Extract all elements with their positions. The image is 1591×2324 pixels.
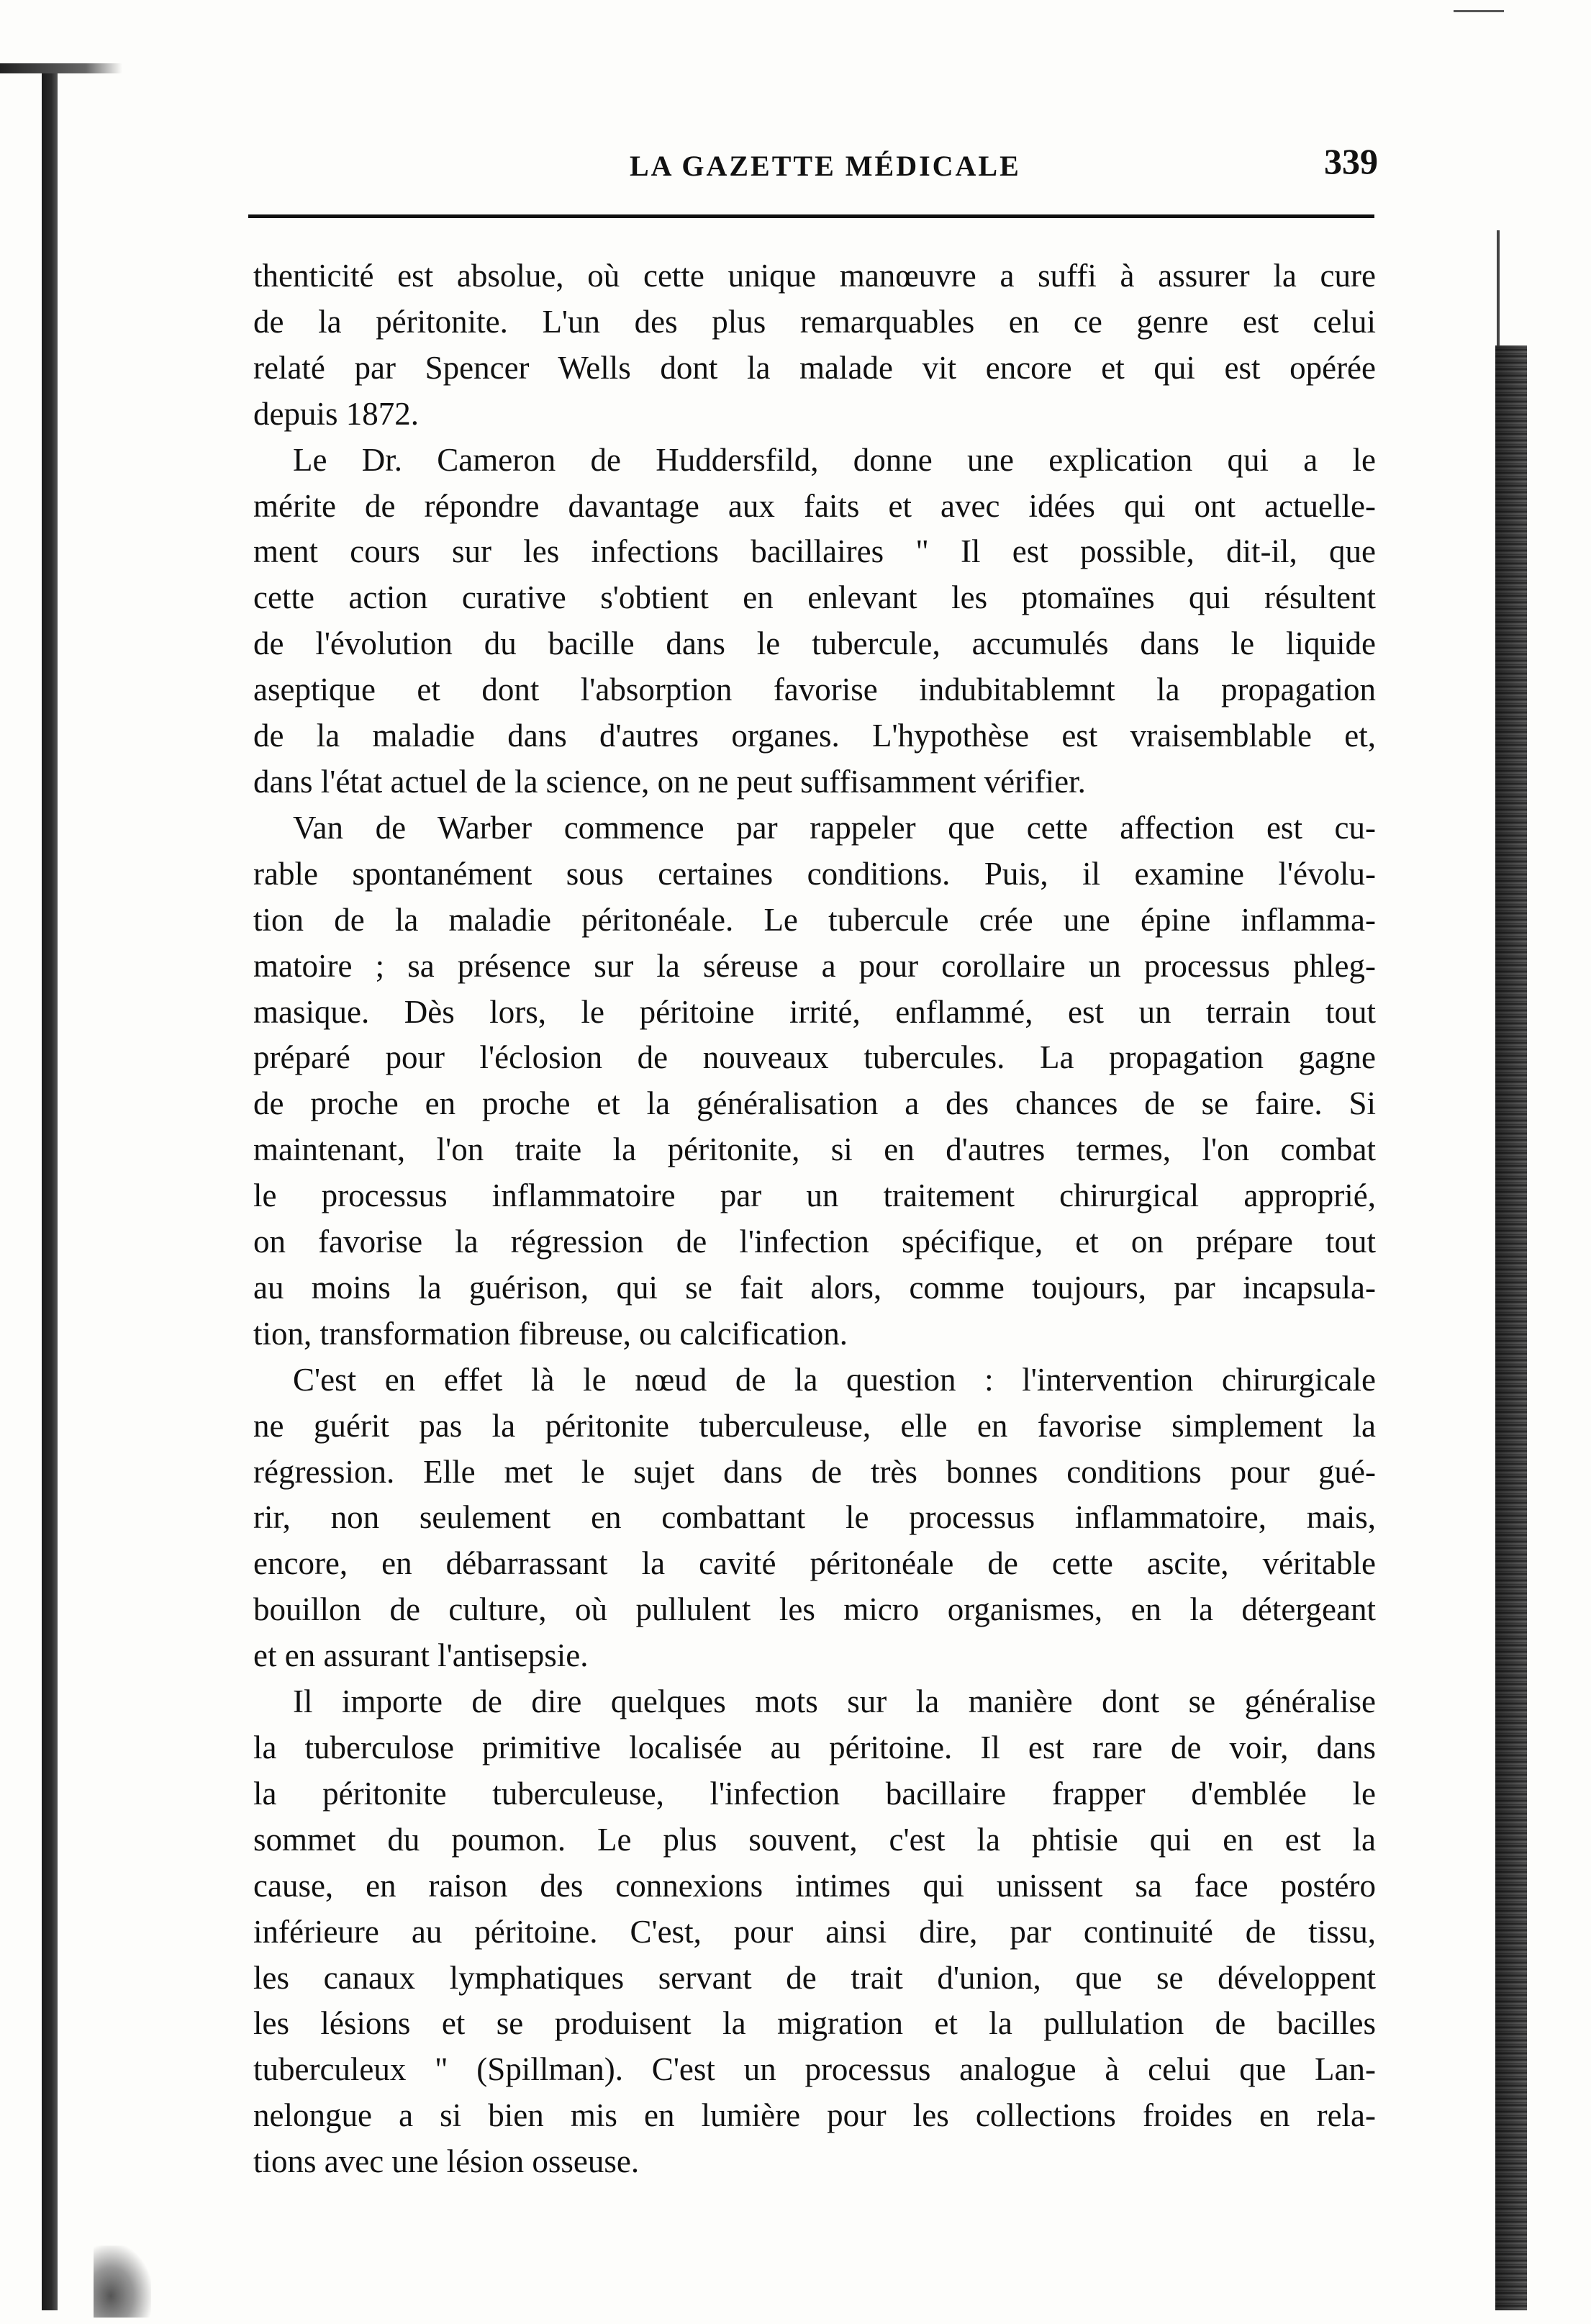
page-header — [255, 140, 1378, 184]
text-line: la péritonite tuberculeuse, l'infection bacillaire frapper d'emblée le — [253, 1775, 1376, 1812]
body-text — [253, 253, 1376, 2185]
text-line: rir, non seulement en combattant le processus inflammatoire, mais, — [253, 1499, 1376, 1536]
text-line: dans l'état actuel de la science, on ne peut suffisamment vérifier. — [253, 763, 1086, 800]
text-line: Il importe de dire quelques mots sur la manière dont se généralise — [293, 1683, 1376, 1720]
text-line: inférieure au péritoine. C'est, pour ainsi dire, par continuité de tissu, — [253, 1913, 1376, 1950]
text-line: de la maladie dans d'autres organes. L'hypothèse est vraisemblable et, — [253, 718, 1376, 754]
text-line: de proche en proche et la généralisation a des chances de se faire. Si — [253, 1085, 1376, 1122]
text-line: cause, en raison des connexions intimes qui unissent sa face postéro — [253, 1867, 1376, 1904]
scan-mark — [1454, 10, 1504, 12]
text-line: matoire ; sa présence sur la séreuse a pour corollaire un processus phleg- — [253, 947, 1376, 984]
page-edge-right — [1495, 345, 1527, 2310]
binding-shadow-bottom — [94, 2246, 151, 2318]
text-line: on favorise la régression de l'infection spécifique, et on prépare tout — [253, 1224, 1376, 1260]
text-line: aseptique et dont l'absorption favorise indubitablemnt la propagation — [253, 672, 1376, 708]
text-line: encore, en débarrassant la cavité péritonéale de cette ascite, véritable — [253, 1545, 1376, 1582]
text-line: maintenant, l'on traite la péritonite, si en d'autres termes, l'on combat — [253, 1131, 1376, 1168]
text-line: préparé pour l'éclosion de nouveaux tubercules. La propagation gagne — [253, 1039, 1376, 1076]
page-edge-line — [1497, 230, 1500, 353]
text-line: rable spontanément sous certaines conditions. Puis, il examine l'évolu- — [253, 855, 1376, 892]
page-number: 339 — [1324, 141, 1378, 181]
text-line: thenticité est absolue, où cette unique manœuvre a suffi à assurer la cure — [253, 258, 1376, 294]
text-line: au moins la guérison, qui se fait alors, comme toujours, par incapsula- — [253, 1269, 1376, 1306]
text-line: sommet du poumon. Le plus souvent, c'est la phtisie qui en est la — [253, 1821, 1376, 1858]
text-line: ment cours sur les infections bacillaires " Il est possible, dit-il, que — [253, 533, 1376, 570]
text-line: nelongue a si bien mis en lumière pour les collections froides en rela- — [253, 2097, 1376, 2134]
text-line: tion de la maladie péritonéale. Le tubercule crée une épine inflamma- — [253, 901, 1376, 938]
text-line: tions avec une lésion osseuse. — [253, 2143, 640, 2180]
text-line: relaté par Spencer Wells dont la malade vit encore et qui est opérée — [253, 349, 1376, 386]
text-line: C'est en effet là le nœud de la question : l'intervention chirurgicale — [293, 1361, 1376, 1398]
text-line: cette action curative s'obtient en enlevant les ptomaïnes qui résultent — [253, 579, 1376, 616]
text-line: masique. Dès lors, le péritoine irrité, enflammé, est un terrain tout — [253, 993, 1376, 1030]
text-line: Le Dr. Cameron de Huddersfild, donne une explication qui a le — [293, 441, 1376, 478]
running-head: LA GAZETTE MÉDICALE — [630, 150, 1021, 182]
text-line: de la péritonite. L'un des plus remarquables en ce genre est celui — [253, 303, 1376, 340]
text-line: la tuberculose primitive localisée au péritoine. Il est rare de voir, dans — [253, 1730, 1376, 1765]
text-line: le processus inflammatoire par un traitement chirurgical approprié, — [253, 1177, 1376, 1214]
text-line: tuberculeux " (Spillman). C'est un processus analogue à celui que Lan- — [253, 2051, 1376, 2088]
text-line: de l'évolution du bacille dans le tubercule, accumulés dans le liquide — [253, 625, 1376, 662]
text-line: Van de Warber commence par rappeler que cette affection est cu- — [293, 809, 1376, 846]
text-line: tion, transformation fibreuse, ou calcification. — [253, 1315, 848, 1352]
text-line: les lésions et se produisent la migration et la pullulation de bacilles — [253, 2005, 1376, 2042]
text-line: les canaux lymphatiques servant de trait d'union, que se développent — [253, 1959, 1376, 1996]
text-line: bouillon de culture, où pullulent les micro organismes, en la détergeant — [253, 1591, 1376, 1628]
text-line: mérite de répondre davantage aux faits et avec idées qui ont actuelle- — [253, 487, 1376, 524]
binding-shadow-left — [42, 65, 58, 2310]
text-line: ne guérit pas la péritonite tuberculeuse, elle en favorise simplement la — [253, 1407, 1376, 1444]
binding-shadow-top — [0, 63, 122, 73]
text-line: régression. Elle met le sujet dans de très bonnes conditions pour gué- — [253, 1453, 1376, 1490]
text-line: depuis 1872. — [253, 395, 419, 432]
header-rule — [248, 214, 1374, 218]
text-line: et en assurant l'antisepsie. — [253, 1637, 589, 1674]
